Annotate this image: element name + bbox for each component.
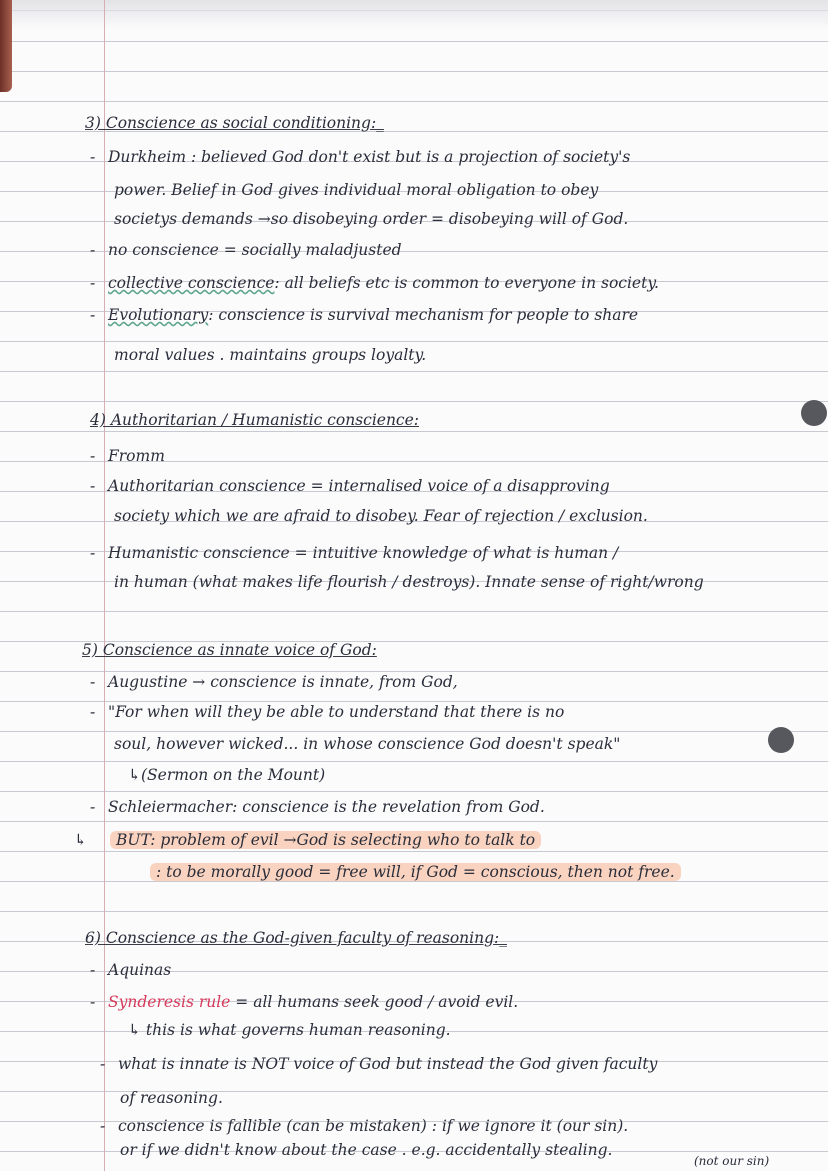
synderesis-term: Synderesis rule bbox=[108, 993, 231, 1011]
note-line: of reasoning. bbox=[120, 1089, 223, 1107]
highlighted-note: BUT: problem of evil →God is selecting who to talk to bbox=[110, 831, 541, 849]
note-line: - Authoritarian conscience = internalised voice of a disapproving bbox=[90, 477, 610, 495]
note-line: - what is innate is NOT voice of God but instead the God given faculty bbox=[100, 1055, 658, 1073]
note-line: - collective conscience: all beliefs etc is common to everyone in society. bbox=[90, 274, 659, 292]
note-line: - Durkheim : believed God don't exist but is a projection of society's bbox=[90, 148, 631, 166]
note-line: - Synderesis rule = all humans seek good / avoid evil. bbox=[90, 993, 519, 1011]
note-line bbox=[74, 830, 541, 850]
evolutionary-term: Evolutionary bbox=[108, 306, 209, 324]
note-line: power. Belief in God gives individual moral obligation to obey bbox=[114, 181, 599, 199]
note-line: - Augustine → conscience is innate, from God, bbox=[90, 673, 458, 691]
note-line: - Humanistic conscience = intuitive knowledge of what is human / bbox=[90, 544, 619, 562]
note-line: in human (what makes life flourish / destroys). Innate sense of right/wrong bbox=[114, 573, 704, 591]
highlighted-note: : to be morally good = free will, if God = conscious, then not free. bbox=[150, 863, 681, 881]
note-line: ↳(Sermon on the Mount) bbox=[128, 766, 326, 784]
note-line: - Schleiermacher: conscience is the revelation from God. bbox=[90, 798, 545, 816]
note-line: - "For when will they be able to understand that there is no bbox=[90, 703, 565, 721]
note-line: or if we didn't know about the case . e.g. accidentally stealing. bbox=[120, 1141, 613, 1159]
collective-conscience-term: collective conscience bbox=[108, 274, 275, 292]
note-line: - Evolutionary: conscience is survival mechanism for people to share bbox=[90, 306, 639, 324]
note-line: - conscience is fallible (can be mistaken) : if we ignore it (our sin). bbox=[100, 1117, 629, 1135]
note-line bbox=[150, 862, 681, 882]
note-line: societys demands →so disobeying order = disobeying will of God. bbox=[114, 210, 629, 228]
section-6-heading: 6) Conscience as the God-given faculty of reasoning:_ bbox=[85, 929, 507, 947]
note-line: (not our sin) bbox=[694, 1154, 770, 1168]
note-line: society which we are afraid to disobey. Fear of rejection / exclusion. bbox=[114, 507, 648, 525]
note-line: - Aquinas bbox=[90, 961, 172, 979]
section-3-heading: 3) Conscience as social conditioning:_ bbox=[85, 114, 384, 132]
note-line: - Fromm bbox=[90, 447, 165, 465]
section-4-heading: 4) Authoritarian / Humanistic conscience: bbox=[90, 411, 420, 429]
note-line: - no conscience = socially maladjusted bbox=[90, 241, 402, 259]
corner-arrow: ↳ bbox=[74, 831, 87, 849]
note-line: moral values . maintains groups loyalty. bbox=[114, 346, 427, 364]
section-5-heading: 5) Conscience as innate voice of God: bbox=[82, 641, 377, 659]
note-line: ↳ this is what governs human reasoning. bbox=[128, 1021, 451, 1039]
note-line: soul, however wicked... in whose conscience God doesn't speak" bbox=[114, 735, 621, 753]
